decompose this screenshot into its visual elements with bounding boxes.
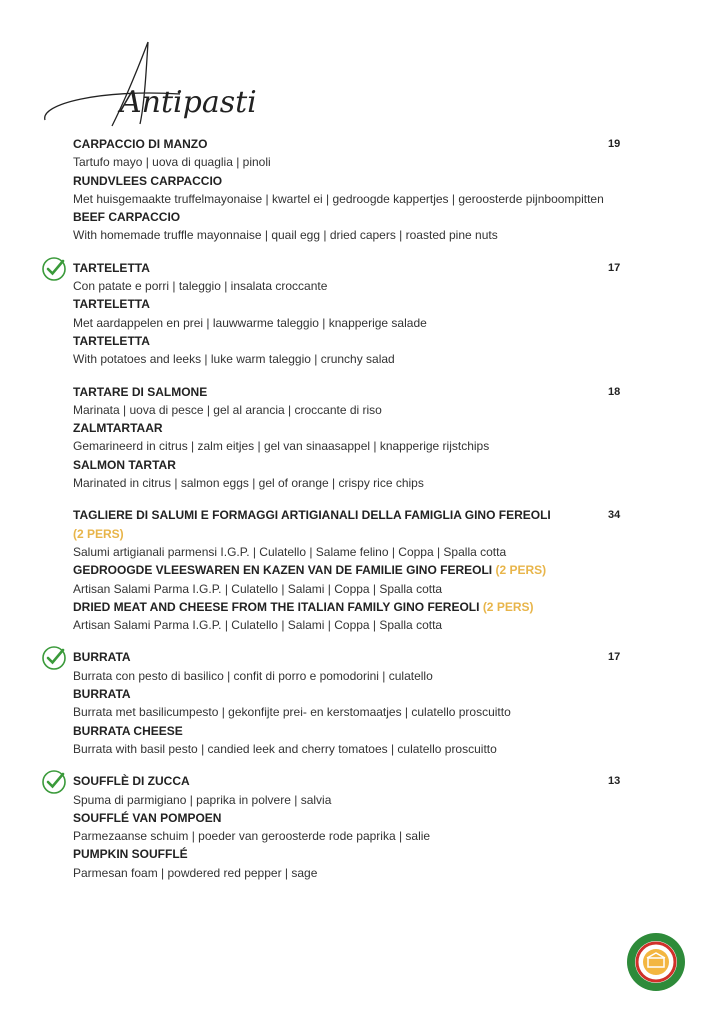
item-description: Salumi artigianali parmensi I.G.P. | Culatello | Salame felino | Coppa | Spalla cotta	[73, 544, 507, 559]
item-name	[73, 685, 593, 703]
item-description: Artisan Salami Parma I.G.P. | Culatello | Salami | Coppa | Spalla cotta	[73, 618, 443, 633]
item-name	[73, 506, 593, 543]
item-name-text: TARTELETTA	[73, 333, 150, 348]
item-description: Parmezaanse schuim | poeder van geroosterde rode paprika | salie	[73, 829, 431, 844]
item-name-text: RUNDVLEES CARPACCIO	[73, 173, 223, 188]
menu-item	[73, 648, 653, 758]
item-name-text: ZALMTARTAAR	[73, 421, 163, 436]
item-description: With potatoes and leeks | luke warm taleggio | crunchy salad	[73, 352, 395, 367]
item-name	[73, 172, 593, 190]
item-name	[73, 456, 593, 474]
item-price: 17	[608, 261, 621, 274]
item-name-text: TARTARE DI SALMONE	[73, 384, 208, 399]
vegetarian-check-icon	[41, 645, 67, 671]
item-price: 17	[608, 651, 621, 664]
item-description: Met aardappelen en prei | lauwwarme taleggio | knapperige salade	[73, 315, 427, 330]
item-price: 18	[608, 385, 621, 398]
item-name-text: TAGLIERE DI SALUMI E FORMAGGI ARTIGIANALI DELLA FAMIGLIA GINO FEREOLI	[73, 508, 551, 523]
menu-item	[73, 259, 653, 369]
item-description: Parmesan foam | powdered red pepper | sage	[73, 865, 318, 880]
menu-item	[73, 772, 653, 882]
item-name	[73, 419, 593, 437]
portion-note: (2 PERS)	[482, 599, 534, 614]
item-name-text: BEEF CARPACCIO	[73, 210, 181, 225]
item-name-text: SALMON TARTAR	[73, 457, 176, 472]
item-description: Spuma di parmigiano | paprika in polvere | salvia	[73, 792, 332, 807]
item-name-text: BURRATA	[73, 650, 131, 665]
item-name	[73, 648, 593, 666]
item-price: 34	[608, 509, 621, 522]
item-description: Tartufo mayo | uova di quaglia | pinoli	[73, 155, 271, 170]
item-name	[73, 208, 593, 226]
item-name	[73, 772, 593, 790]
item-name	[73, 295, 593, 313]
item-name-text: GEDROOGDE VLEESWAREN EN KAZEN VAN DE FAMILIE GINO FEREOLI	[73, 563, 493, 578]
item-name-text: BURRATA	[73, 687, 131, 702]
item-name	[73, 722, 593, 740]
menu-item	[73, 135, 653, 245]
item-name	[73, 809, 593, 827]
item-name-text: SOUFFLÉ VAN POMPOEN	[73, 810, 222, 825]
portion-note: (2 PERS)	[73, 526, 124, 541]
item-price: 19	[608, 138, 621, 150]
item-name	[73, 259, 593, 277]
item-description: Con patate e porri | taleggio | insalata croccante	[73, 279, 328, 294]
item-description: Marinata | uova di pesce | gel al arancia | croccante di riso	[73, 402, 382, 417]
svg-text:Antipasti: Antipasti	[120, 85, 257, 120]
item-price: 13	[608, 775, 621, 788]
menu-list	[73, 135, 673, 896]
item-name	[73, 135, 593, 153]
item-description: Burrata with basil pesto | candied leek and cherry tomatoes | culatello proscuitto	[73, 741, 497, 756]
vegetarian-check-icon	[41, 769, 67, 795]
item-description: Artisan Salami Parma I.G.P. | Culatello | Salami | Coppa | Spalla cotta	[73, 581, 443, 596]
item-name-text: TARTELETTA	[73, 297, 150, 312]
item-description: Met huisgemaakte truffelmayonaise | kwartel ei | gedroogde kappertjes | geroosterde pijnboompitten	[73, 191, 604, 206]
item-name	[73, 561, 593, 579]
item-description: With homemade truffle mayonnaise | quail egg | dried capers | roasted pine nuts	[73, 228, 498, 243]
item-name-text: BURRATA CHEESE	[73, 723, 183, 738]
item-description: Burrata met basilicumpesto | gekonfijte prei- en kerstomaatjes | culatello proscuitto	[73, 705, 511, 720]
portion-note: (2 PERS)	[495, 563, 547, 578]
item-description: Gemarineerd in citrus | zalm eitjes | gel van sinaasappel | knapperige rijstchips	[73, 439, 490, 454]
accademia-seal-logo	[626, 932, 686, 992]
item-name-text: PUMPKIN SOUFFLÉ	[73, 847, 188, 862]
item-name-text: SOUFFLÈ DI ZUCCA	[73, 774, 190, 789]
item-name	[73, 598, 593, 616]
item-description: Burrata con pesto di basilico | confit di porro e pomodorini | culatello	[73, 668, 433, 683]
item-name	[73, 383, 593, 401]
item-description: Marinated in citrus | salmon eggs | gel of orange | crispy rice chips	[73, 476, 424, 491]
item-name-text: DRIED MEAT AND CHEESE FROM THE ITALIAN FAMILY GINO FEREOLI	[73, 599, 480, 614]
vegetarian-check-icon	[41, 256, 67, 282]
menu-item	[73, 383, 653, 493]
item-name	[73, 332, 593, 350]
item-name-text: CARPACCIO DI MANZO	[73, 137, 208, 151]
item-name-text: TARTELETTA	[73, 260, 150, 275]
item-name	[73, 845, 593, 863]
section-title-antipasti	[40, 36, 257, 132]
menu-item	[73, 506, 653, 634]
